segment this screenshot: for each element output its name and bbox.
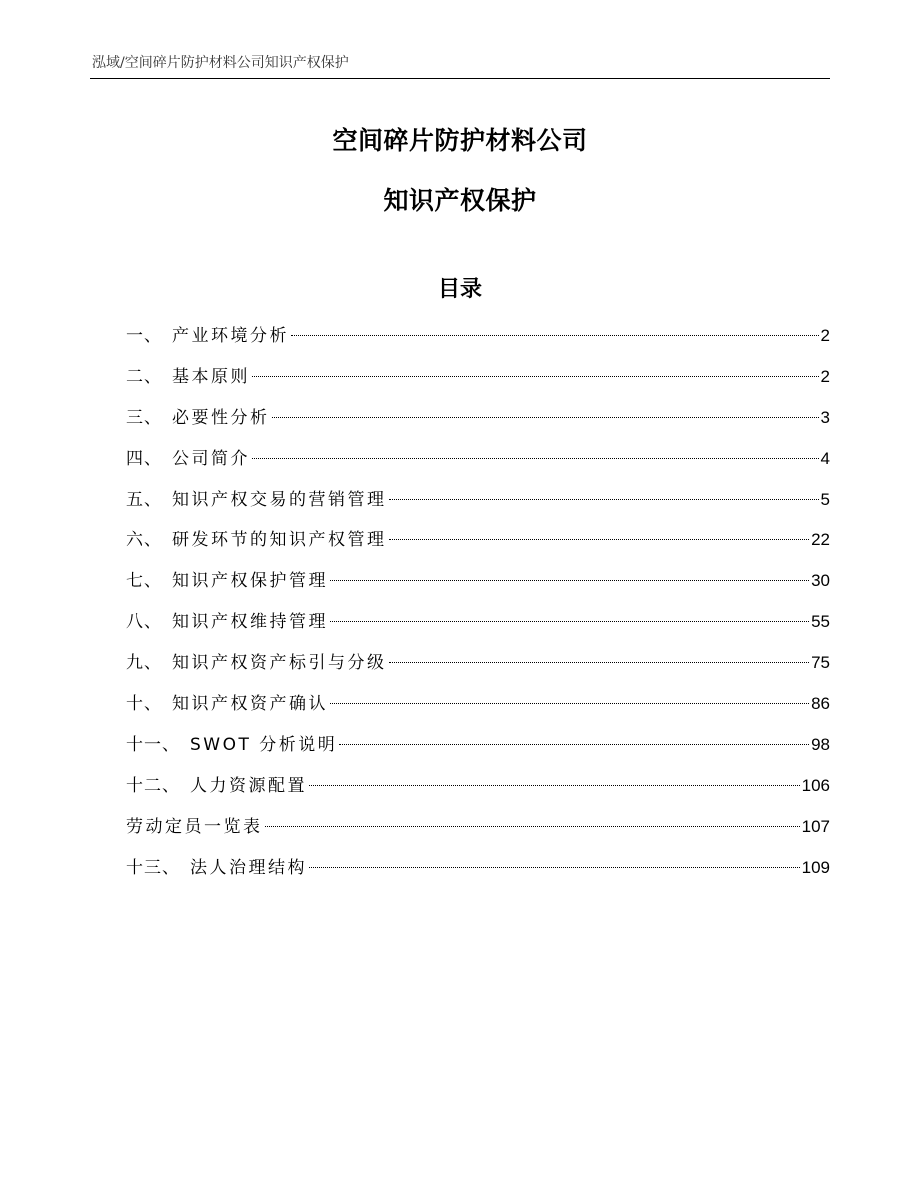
document-subtitle: 知识产权保护 — [383, 186, 537, 215]
toc-entry-2[interactable] — [126, 363, 830, 404]
dot-leader — [252, 376, 819, 377]
toc-entry-page: 75 — [811, 653, 830, 673]
dot-leader — [330, 621, 809, 622]
toc-entry-label: 知识产权维持管理 — [172, 612, 328, 633]
toc-entry-6[interactable] — [126, 526, 830, 567]
toc-heading: 目录 — [437, 277, 482, 302]
dot-leader — [309, 785, 800, 786]
toc-entry-label: SWOT 分析说明 — [190, 734, 338, 755]
toc-entry-page: 30 — [811, 571, 830, 591]
toc-entry-label: 知识产权资产标引与分级 — [172, 653, 387, 674]
toc-entry-number: 七、 — [126, 571, 162, 592]
toc-entry-label: 知识产权交易的营销管理 — [172, 489, 387, 510]
toc-entry-page: 109 — [801, 857, 830, 877]
toc-entry-number: 五、 — [126, 489, 162, 510]
toc-entry-label: 研发环节的知识产权管理 — [172, 530, 387, 551]
toc-entry-number: 四、 — [126, 448, 162, 469]
table-of-contents — [126, 322, 830, 894]
dot-leader — [330, 580, 809, 581]
toc-entry-number: 十一、 — [126, 734, 180, 755]
toc-entry-14[interactable] — [126, 854, 830, 895]
toc-entry-label: 公司简介 — [172, 448, 250, 469]
dot-leader — [265, 826, 800, 827]
dot-leader — [272, 417, 819, 418]
toc-entry-3[interactable] — [126, 404, 830, 445]
toc-entry-number: 十、 — [126, 694, 162, 715]
toc-entry-page: 22 — [811, 530, 830, 550]
toc-entry-page: 86 — [811, 694, 830, 714]
toc-entry-number: 十二、 — [126, 775, 180, 796]
dot-leader — [291, 335, 819, 336]
header-divider — [90, 78, 830, 79]
toc-entry-number: 一、 — [126, 326, 162, 346]
dot-leader — [330, 703, 809, 704]
toc-entry-13[interactable] — [126, 813, 830, 854]
toc-entry-page: 3 — [820, 407, 830, 427]
dot-leader — [389, 499, 819, 500]
toc-entry-9[interactable] — [126, 649, 830, 690]
toc-entry-8[interactable] — [126, 608, 830, 649]
dot-leader — [309, 867, 800, 868]
toc-entry-number: 二、 — [126, 366, 162, 387]
toc-entry-label: 必要性分析 — [172, 407, 270, 428]
toc-entry-label: 知识产权资产确认 — [172, 694, 328, 715]
toc-entry-page: 106 — [801, 775, 830, 795]
dot-leader — [389, 539, 810, 540]
toc-entry-label: 人力资源配置 — [190, 775, 307, 796]
dot-leader — [339, 744, 809, 745]
toc-entry-number: 六、 — [126, 530, 162, 551]
toc-entry-page: 2 — [820, 326, 830, 345]
dot-leader — [389, 662, 810, 663]
toc-entry-number: 三、 — [126, 407, 162, 428]
toc-entry-7[interactable] — [126, 567, 830, 608]
toc-entry-label: 产业环境分析 — [172, 326, 289, 346]
toc-entry-10[interactable] — [126, 690, 830, 731]
toc-entry-page: 2 — [820, 366, 830, 386]
toc-entry-number: 九、 — [126, 653, 162, 674]
toc-entry-page: 5 — [820, 489, 830, 509]
toc-entry-12[interactable] — [126, 772, 830, 813]
toc-entry-5[interactable] — [126, 486, 830, 527]
toc-entry-number: 八、 — [126, 612, 162, 633]
document-title: 空间碎片防护材料公司 — [332, 126, 588, 155]
toc-entry-label: 基本原则 — [172, 366, 250, 387]
toc-entry-page: 4 — [820, 448, 830, 468]
toc-entry-label: 劳动定员一览表 — [126, 816, 263, 837]
toc-entry-number: 十三、 — [126, 857, 180, 878]
toc-entry-4[interactable] — [126, 445, 830, 486]
toc-entry-page: 55 — [811, 612, 830, 632]
toc-entry-page: 107 — [801, 816, 830, 836]
toc-entry-11[interactable] — [126, 731, 830, 772]
toc-entry-1[interactable] — [126, 322, 830, 363]
toc-entry-label: 知识产权保护管理 — [172, 571, 328, 592]
toc-entry-label: 法人治理结构 — [190, 857, 307, 878]
dot-leader — [252, 458, 819, 459]
running-header: 泓域/空间碎片防护材料公司知识产权保护 — [92, 55, 349, 71]
toc-entry-page: 98 — [811, 734, 830, 754]
